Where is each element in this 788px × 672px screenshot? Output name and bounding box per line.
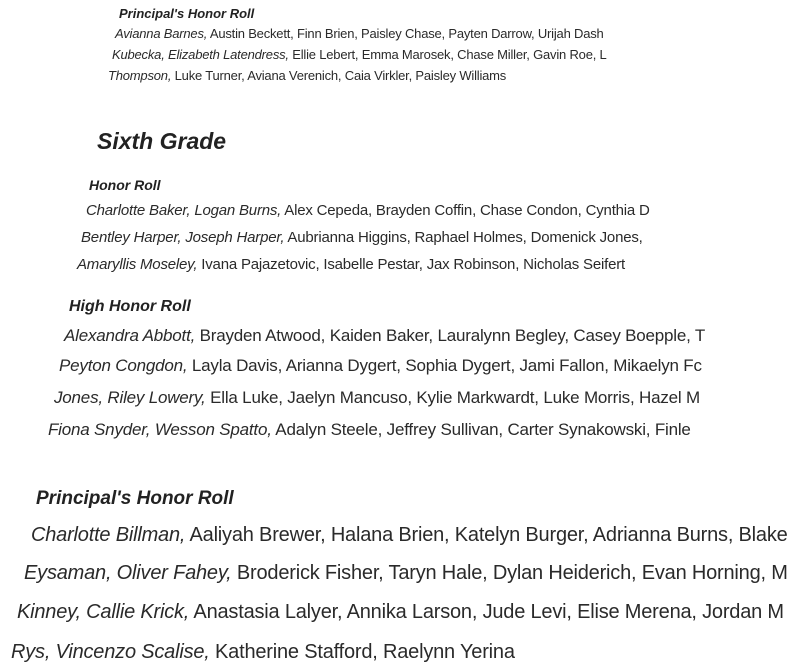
top-names-line-2-lead: Kubecka, Elizabeth Latendress, (112, 47, 289, 62)
top-names-line-2 (112, 47, 627, 62)
high-honor-roll-line-3-lead: Jones, Riley Lowery, (54, 388, 206, 407)
principals-honor-roll-line-4-rest: Katherine Stafford, Raelynn Yerina (209, 641, 515, 663)
principals-honor-roll-line-2 (24, 562, 788, 585)
top-principals-honor-roll-heading: Principal's Honor Roll (119, 6, 255, 21)
honor-roll-line-3 (77, 256, 644, 273)
principals-honor-roll-line-1-rest: Aaliyah Brewer, Halana Brien, Katelyn Burger, Adrianna Burns, Blake (185, 524, 788, 546)
high-honor-roll-line-1 (64, 326, 706, 346)
principals-honor-roll-line-1 (31, 524, 788, 547)
principals-honor-roll-line-4-lead: Rys, Vincenzo Scalise, (11, 641, 210, 663)
high-honor-roll-heading: High Honor Roll (69, 298, 191, 315)
principals-honor-roll-line-2-lead: Eysaman, Oliver Fahey, (24, 562, 232, 584)
principals-honor-roll-line-3-lead: Kinney, Callie Krick, (17, 601, 190, 623)
principals-honor-roll-heading: Principal's Honor Roll (36, 488, 234, 509)
top-names-line-2-rest: Ellie Lebert, Emma Marosek, Chase Miller, Gavin Roe, L (288, 47, 607, 62)
high-honor-roll-line-1-rest: Brayden Atwood, Kaiden Baker, Lauralynn Begley, Casey Boepple, T (195, 326, 706, 345)
honor-roll-line-2-rest: Aubrianna Higgins, Raphael Holmes, Domenick Jones, (284, 229, 643, 246)
high-honor-roll-line-2-lead: Peyton Congdon, (59, 356, 188, 375)
honor-roll-line-1 (86, 202, 653, 219)
top-names-line-1-rest: Austin Beckett, Finn Brien, Paisley Chase, Payten Darrow, Urijah Dash (207, 26, 604, 41)
top-names-line-1 (115, 26, 627, 41)
principals-honor-roll-line-4 (11, 641, 515, 664)
high-honor-roll-line-4-lead: Fiona Snyder, Wesson Spatto, (48, 420, 272, 439)
principals-honor-roll-line-2-rest: Broderick Fisher, Taryn Hale, Dylan Heiderich, Evan Horning, M (231, 562, 788, 584)
principals-honor-roll-line-1-lead: Charlotte Billman, (31, 524, 186, 546)
high-honor-roll-line-4 (48, 420, 691, 440)
top-names-line-3-rest: Luke Turner, Aviana Verenich, Caia Virkler, Paisley Williams (171, 68, 507, 83)
principals-honor-roll-line-3-rest: Anastasia Lalyer, Annika Larson, Jude Levi, Elise Merena, Jordan M (189, 601, 784, 623)
high-honor-roll-line-2 (59, 356, 702, 376)
top-names-line-3 (108, 68, 628, 83)
high-honor-roll-line-4-rest: Adalyn Steele, Jeffrey Sullivan, Carter Synakowski, Finle (271, 420, 691, 439)
honor-roll-line-3-lead: Amaryllis Moseley, (77, 256, 198, 273)
top-names-line-3-lead: Thompson, (108, 68, 172, 83)
honor-roll-line-2 (81, 229, 661, 246)
honor-roll-line-1-rest: Alex Cepeda, Brayden Coffin, Chase Condon, Cynthia D (281, 202, 650, 219)
high-honor-roll-line-3-rest: Ella Luke, Jaelyn Mancuso, Kylie Markwardt, Luke Morris, Hazel M (205, 388, 700, 407)
high-honor-roll-line-3 (54, 388, 700, 408)
honor-roll-heading: Honor Roll (89, 177, 161, 193)
honor-roll-line-2-lead: Bentley Harper, Joseph Harper, (81, 229, 285, 246)
honor-roll-line-3-rest: Ivana Pajazetovic, Isabelle Pestar, Jax Robinson, Nicholas Seifert (197, 256, 625, 273)
principals-honor-roll-line-3 (17, 601, 784, 624)
grade-title: Sixth Grade (97, 128, 227, 154)
high-honor-roll-line-1-lead: Alexandra Abbott, (64, 326, 196, 345)
top-names-line-1-lead: Avianna Barnes, (115, 26, 208, 41)
honor-roll-line-1-lead: Charlotte Baker, Logan Burns, (86, 202, 282, 219)
high-honor-roll-line-2-rest: Layla Davis, Arianna Dygert, Sophia Dygert, Jami Fallon, Mikaelyn Fc (187, 356, 702, 375)
